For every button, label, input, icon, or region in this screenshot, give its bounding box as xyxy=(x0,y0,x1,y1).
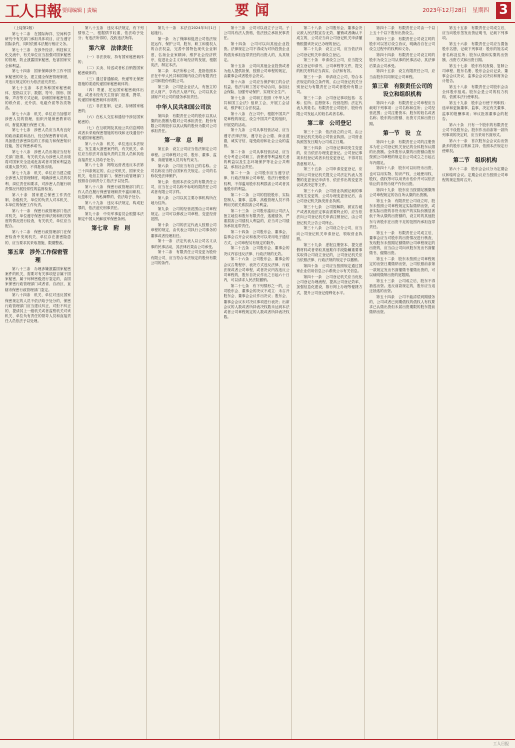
article-paragraph: 第二十三条 公司股东滥用公司法人独立地位和股东有限责任，逃避债务，严重损害公司债权人利益的，应当对公司债务承担连带责任。 xyxy=(223,208,290,229)
article-paragraph: 第十五条 公司向其他企业投资或者为他人提供担保，按照公司章程的规定，由董事会或者股东会决议。 xyxy=(223,63,290,79)
article-paragraph: 第八条 公司以其主要办事机构所在地为住所。 xyxy=(150,196,217,206)
footer-text: 工人日报 xyxy=(493,741,509,746)
article-paragraph: 第五十六条 有限责任公司应当置备股东名册，记载下列事项：股东的姓名或者名称及住所；股东认缴和实缴的出资额、出资方式和出资日期。 xyxy=(442,42,509,62)
article-paragraph: 第九十条 中央军事委员会根据本法制定中国人民解放军保密条例。 xyxy=(77,212,144,222)
article-paragraph: 第七十五条 本法所称国家秘密载体，是指以文字、数据、符号、图形、图像、声音等方式记载、存储国家秘密信息的纸介质、光介质、电磁介质等各类物品。 xyxy=(5,85,71,111)
article-paragraph: （七）在互联网及其他公共信息网络或者未采取保密措施的有线和无线通信中传递国家秘密的； xyxy=(77,125,144,141)
article-paragraph: 第七十九条 机关、单位应当建立健全涉密人员管理制度，明确涉密人员的权利、岗位责任和要求，对涉密人员履行职责情况开展经常性的监督检查。 xyxy=(5,171,71,191)
article-paragraph: 第六十条 只有一个股东的有限责任公司不设股东会。股东作出前条第一款所列事项的决定时，应当采用书面形式。 xyxy=(442,122,509,138)
article-paragraph: 第四十八条 股东可以用货币出资，也可以用实物、知识产权、土地使用权、股权、债权等可以用货币估价并可以依法转让的非货币财产作价出资。 xyxy=(369,166,436,187)
article-heading: 第一节 设 立 xyxy=(382,130,422,137)
article-columns xyxy=(5,26,510,740)
article-paragraph: 第八十条 国家建立保密工作责任制，各级机关、单位的负责人对本机关、本单位的保密工作负责。 xyxy=(5,192,71,208)
article-heading: 第六章 法律责任 xyxy=(88,45,133,52)
article-paragraph: 第四十七条 有限责任公司的注册资本为在公司登记机关登记的全体股东认缴的出资额。全体股东认缴的出资额由股东按照公司章程的规定自公司成立之日起五年内缴足。 xyxy=(369,139,436,165)
article-paragraph: 第十九条 公司从事经营活动，应当遵守法律法规，遵守社会公德、商业道德，诚实守信，接受政府和社会公众的监督。 xyxy=(223,128,290,149)
article-heading: 第三章 有限责任公司的设立和组织机构 xyxy=(371,83,433,98)
text-column xyxy=(224,26,293,740)
article-paragraph: 第二十一条 公司股东应当遵守法律、行政法规和公司章程，依法行使股东权利，不得滥用股东权利损害公司或者其他股东的利益。 xyxy=(223,171,290,191)
article-paragraph: 第四十条 公司应当按照规定通过国家企业信用信息公示系统公示有关信息。 xyxy=(296,264,363,274)
article-heading: 第五章 涉外工作保密管理 xyxy=(7,249,69,264)
article-paragraph: 第三十九条 虚报注册资本、提交虚假材料或者采取其他欺诈手段隐瞒重要事实取得公司设立登记的，公司登记机关应当依照法律、行政法规的规定予以撤销。 xyxy=(296,242,363,263)
article-paragraph: 第二十四条 公司股东会、董事会、监事会召开会议和表决可以采用电子通信方式，公司章程另有规定的除外。 xyxy=(223,230,290,245)
article-heading: 中华人民共和国公司法 xyxy=(156,104,212,111)
article-paragraph: 第十四条 公司可以向其他企业投资。法律规定公司不得成为对所投资企业的债务承担连带责任的出资人的，从其规定。 xyxy=(223,42,290,62)
text-column xyxy=(151,26,220,740)
dateline: 2023年12月28日 星期四 xyxy=(422,8,489,14)
article-paragraph: 第三十五条 公司申请变更登记，应当向公司登记机关提交公司法定代表人签署的变更登记申请书、依法作出的变更决议或者决定等文件。 xyxy=(296,167,363,188)
article-paragraph: 第八十五条 违反本法规定，有下列情形之一，根据情节轻重，依法给予处分；有违法所得的，没收违法所得。 xyxy=(77,26,144,41)
article-paragraph: 第三十三条 依法设立的公司，由公司登记机关发给公司营业执照。公司营业执照签发日期为公司成立日期。 xyxy=(296,129,363,145)
article-paragraph: 第二十七条 有下列情形之一的，公司股东会、董事会的决议不成立：未召开股东会、董事会会议作出决议；股东会、董事会会议未对决议事项进行表决；出席会议的人数或者所持表决权数未达到本法或者公司章程规定的人数或者所持表决权数。 xyxy=(223,284,290,320)
article-paragraph: 第四十六条 有限责任公司章程应当载明下列事项：公司名称和住所；公司经营范围；公司注册资本；股东的姓名或者名称；股东的出资额、出资方式和出资日期。 xyxy=(369,100,436,126)
article-paragraph: 第十八条 在公司中，根据中国共产党章程的规定，设立中国共产党的组织，开展党的活动。 xyxy=(223,112,290,127)
section-title: 要闻 xyxy=(235,3,275,19)
text-column xyxy=(442,26,510,740)
article-paragraph: 第八十九条 违反本法规定，构成犯罪的，依法追究刑事责任。 xyxy=(77,201,144,211)
article-paragraph: 第八十四条 机关、单位对违反国家保密规定的人员不依法给予处分的，保密行政管理部门应当建议纠正，对拒不纠正的，提请其上一级机关或者监察机关对该机关、单位负有责任的领导人员和直接责任人员依法予以处理。 xyxy=(5,293,71,324)
masthead xyxy=(0,0,515,23)
editor-credit: 要闻编辑 | 责编 xyxy=(62,8,97,14)
article-paragraph: 第九十一条 本法自2024年5月1日起施行。 xyxy=(150,26,217,36)
article-heading: 第一章 总 则 xyxy=(164,138,203,145)
article-paragraph: 第八十三条 办理涉嫌泄露国家秘密案件的机关，需要对有关事项是否属于国家秘密、属于何种密级进行鉴定的，由国家保密行政管理部门或者省、自治区、直辖市保密行政管理部门鉴定。 xyxy=(5,266,71,292)
article-paragraph: 第五十三条 公司成立后，股东不得抽逃出资。违反前款规定的，股东应当返还抽逃的出资。 xyxy=(369,278,436,294)
article-paragraph: 第四十一条 公司登记机关应当优化公司登记办理流程，提高公司登记效率，加强信息化建设，推行网上办理等便捷方式，提升公司登记便利化水平。 xyxy=(296,275,363,295)
article-paragraph: 第三十一条 申请设立公司，符合本法规定的设立条件的，由公司登记机关分别登记为有限责任公司或者股份有限公司。 xyxy=(296,74,363,95)
article-paragraph: 第二十条 公司从事经营活动，应当充分考虑公司职工、消费者等利益相关者的利益以及生态环境保护等社会公共利益，承担社会责任。 xyxy=(223,149,290,170)
article-paragraph: 第七十四条 国家保障涉外工作中国家秘密的安全，建立健全保密管理制度，对违反规定的行为依法追究责任。 xyxy=(5,69,71,84)
article-paragraph: 第七条 依照本法设立的有限责任公司，应当在公司名称中标明有限责任公司或者有限公司字样。 xyxy=(150,179,217,195)
article-paragraph: 第七十三条 在涉外经济、科技和文化交流中，有关单位应当加强对国家秘密的管理，防止泄露国家秘密，危害国家安全和利益。 xyxy=(5,48,71,68)
article-paragraph: 第八十二条 保密行政管理部门在保密检查中发现机关、单位存在泄密隐患的，应当要求其采取措施，限期整改。 xyxy=(5,230,71,245)
article-paragraph: 第二十六条 公司股东会、董事会的会议召集程序、表决方式违反法律、行政法规或者公司章程，或者决议内容违反公司章程的，股东自决议作出之日起六十日内，可以请求人民法院撤销。 xyxy=(223,257,290,283)
article-paragraph: （上接第2版） xyxy=(12,26,36,30)
article-paragraph: 第三十七条 公司因解散、被宣告破产或者其他法定事由需要终止的，应当依法向公司登记机关申请注销登记，由公司登记机关公告公司终止。 xyxy=(296,205,363,225)
newspaper-logo: 工人日報 xyxy=(5,2,62,20)
article-paragraph: 第四十五条 设立有限责任公司，应当由股东共同制定公司章程。 xyxy=(369,69,436,79)
article-heading: 第二章 公司登记 xyxy=(307,120,352,127)
article-paragraph: 第五十五条 有限责任公司成立后，应当向股东签发出资证明书，记载下列事项。 xyxy=(442,26,509,41)
article-paragraph: 第三条 公司是企业法人，有独立的法人财产，享有法人财产权。公司以其全部财产对公司的债务承担责任。 xyxy=(150,85,217,100)
article-paragraph: 第十条 公司的法定代表人按照公司章程的规定，由代表公司执行公司事务的董事或者经理担任。 xyxy=(150,223,217,238)
article-paragraph: 第六条 公司应当有自己的名称。公司名称应当符合国家有关规定。公司的名称权受法律保护。 xyxy=(150,163,217,179)
article-paragraph: 第八十一条 保密行政管理部门依法对机关、单位遵守保密法律法规和相关制度的情况进行检查，有关机关、单位应当配合。 xyxy=(5,208,71,229)
article-paragraph: 第三十四条 公司登记事项发生变更的，应当依法办理变更登记。公司登记事项未经登记或者未经变更登记，不得对抗善意相对人。 xyxy=(296,146,363,166)
article-paragraph: 第四十四条 有限责任公司设立时的股东为设立公司从事的民事活动，其法律后果由公司承受。 xyxy=(369,53,436,68)
text-column xyxy=(369,26,438,740)
article-paragraph: 第五条 设立公司应当依法制定公司章程。公司章程对公司、股东、董事、监事、高级管理人员具有约束力。 xyxy=(150,147,217,162)
article-paragraph: （三）通过普通邮政、快递等无保密措施的渠道传递国家秘密载体的； xyxy=(77,76,144,86)
text-column xyxy=(296,26,365,740)
article-paragraph: （四）寄递、托运国家秘密载体出境，或者未经有关主管部门批准，携带、传递国家秘密载体出境的； xyxy=(77,87,144,103)
article-paragraph: 第三十条 申请设立公司，应当提交设立登记申请书、公司章程等文件，提交的相关材料应当真实、合法和有效。 xyxy=(296,58,363,73)
article-paragraph: 第五十四条 公司不能清偿到期债务的，公司或者已到期债权的债权人有权要求已认缴出资但未届出资期限的股东提前缴纳出资。 xyxy=(369,294,436,315)
article-paragraph: 第四十二条 有限责任公司由一个以上五十个以下股东出资设立。 xyxy=(369,26,436,36)
article-paragraph: 第七十八条 涉密人员出境应当经有关部门批准，有关机关认为涉密人员出境将对国家安全造成危害或者对国家利益造成重大损失的，不得批准出境。 xyxy=(5,149,71,170)
article-paragraph: 第十六条 公司应当保护职工的合法权益，依法与职工签订劳动合同，参加社会保险，加强劳动保护，实现安全生产。 xyxy=(223,79,290,95)
article-paragraph: 第十三条 公司可以设立子公司。子公司具有法人资格，依法独立承担民事责任。 xyxy=(223,26,290,41)
article-paragraph: 第四条 有限责任公司的股东以其认缴的出资额为限对公司承担责任；股份有限公司的股东以其认购的股份为限对公司承担责任。 xyxy=(150,113,217,134)
article-paragraph: 第六十一条 首次股东会会议由出资最多的股东召集和主持，依照本法规定行使职权。 xyxy=(442,138,509,154)
article-paragraph: 第八十六条 机关、单位违反本法规定，发生重大泄密案件的，有关机关、单位应当依法对直接负责的主管人员和其他直接责任人员给予处分。 xyxy=(77,142,144,162)
article-paragraph: 第五十一条 有限责任公司成立后，董事会应当对股东的出资情况进行核查，发现股东未按期足额缴纳公司章程规定的出资的，应当由公司向该股东发出书面催缴书，催缴出资。 xyxy=(369,230,436,256)
article-paragraph: 第七十七条 涉密人员应当具有良好的政治素质和品行，经过保密教育培训，具备胜任涉密岗位的工作能力和保密知识技能，签订保密承诺书。 xyxy=(5,128,71,149)
article-paragraph: 第二十五条 公司股东会、董事会的决议内容违反法律、行政法规的无效。 xyxy=(223,246,290,256)
page-footer xyxy=(0,739,515,748)
article-paragraph: 第九条 公司的经营范围由公司章程规定。公司可以修改公司章程，变更经营范围。 xyxy=(150,207,217,222)
article-paragraph: （二）买卖、转送或者私自销毁国家秘密载体的； xyxy=(77,65,144,75)
article-paragraph: 第五十条 有限责任公司设立时，股东未按照公司章程规定实际缴纳出资，或者实际出资的非货币财产的实际价额显著低于所认缴的出资额的，设立时的其他股东与该股东在出资不足的范围内承担连带责任。 xyxy=(369,198,436,229)
article-paragraph: 第十一条 法定代表人以公司名义从事的民事活动，其法律后果由公司承受。 xyxy=(150,239,217,249)
article-paragraph: 第四十九条 股东应当按期足额缴纳公司章程规定的各自所认缴的出资额。 xyxy=(369,187,436,198)
article-paragraph: 第六十二条 股东会会议分为定期会议和临时会议。定期会议应当按照公司章程的规定按时召开。 xyxy=(442,167,509,182)
article-paragraph: 第三十二条 公司登记事项包括：名称；住所；注册资本；经营范围；法定代表人的姓名；有限责任公司股东、股份有限公司发起人的姓名或者名称。 xyxy=(296,96,363,116)
article-paragraph: 第五十七条 股东有权查阅、复制公司章程、股东名册、股东会会议记录、董事会会议决议、监事会会议决议和财务会计报告。 xyxy=(442,63,509,84)
article-paragraph: 第十七条 公司职工依照《中华人民共和国工会法》组织工会，开展工会活动，维护职工合法权益。 xyxy=(223,96,290,111)
article-heading: 第七章 附 则 xyxy=(91,226,131,233)
article-paragraph: 第二十二条 公司的控股股东、实际控制人、董事、监事、高级管理人员不得利用关联关系损害公司利益。 xyxy=(223,192,290,208)
article-paragraph: 第一条 为了保障和促进公司依法规范运作，保护公司、股东、职工和债权人的合法权益，完善中国特色现代企业制度，弘扬企业家精神，维护社会经济秩序，促进社会主义市场经济的发展，根据宪法，制定本法。 xyxy=(150,37,217,68)
article-paragraph: 第二条 本法所称公司，是指依照本法在中华人民共和国境内设立的有限责任公司和股份有限公司。 xyxy=(150,68,217,84)
article-paragraph: 第七十六条 机关、单位应当加强对涉密人员的管理，组织开展保密教育培训，督促其履行保密义务。 xyxy=(5,112,71,127)
article-paragraph: 第三十八条 公司设立分公司，应当向公司登记机关申请登记，领取营业执照。 xyxy=(296,226,363,241)
article-heading: 第二节 组织机构 xyxy=(453,158,498,165)
article-paragraph: 第四十三条 有限责任公司设立时的股东可以签订设立协议，明确各自在公司设立过程中的权利和义务。 xyxy=(369,37,436,52)
article-paragraph: 第二十八条 公司股东会、董事会决议被人民法院宣告无效、撤销或者确认不成立的，公司应当向公司登记机关申请撤销根据该决议已办理的登记。 xyxy=(296,26,363,46)
article-paragraph: 第八十七条 网络运营者违反本法第三十四条规定的，由公安机关、国家安全机关、电信主管部门、保密行政管理部门按照各自职责分工依法予以处罚。 xyxy=(77,163,144,184)
article-paragraph: 第三十六条 公司营业执照记载的事项发生变更的，公司办理变更登记后，由公司登记机关换发营业执照。 xyxy=(296,188,363,204)
article-paragraph: （五）非法复制、记录、存储国家秘密的； xyxy=(77,103,144,114)
article-paragraph: 第五十九条 股东会行使下列职权：选举和更换董事、监事，决定有关董事、监事的报酬事项；审议批准董事会的报告。 xyxy=(442,101,509,121)
article-paragraph: （一）非法获取、持有国家秘密载体的； xyxy=(77,54,144,64)
article-paragraph: 第五十八条 有限责任公司股东会由全体股东组成。股东会是公司的权力机构，依照本法行使职权。 xyxy=(442,85,509,100)
article-paragraph: 第十二条 有限责任公司变更为股份有限公司，应当符合本法规定的股份有限公司的条件。 xyxy=(150,250,217,265)
article-paragraph: 第二十九条 设立公司，应当依法向公司登记机关申请设立登记。 xyxy=(296,47,363,57)
text-column xyxy=(78,26,147,740)
article-paragraph: （六）在私人交往和通信中涉及国家秘密的； xyxy=(77,114,144,125)
article-paragraph: 第八十八条 保密行政管理部门的工作人员在履行保密管理职责中滥用职权、玩忽职守、徇私舞弊的，依法给予处分。 xyxy=(77,184,144,200)
page-number: 3 xyxy=(496,2,511,19)
article-paragraph: 第七十二条 在国际海洋、空间科学研究中有关部门承担具体项目，应当遵守国际条约，同时依照本法履行相应义务。 xyxy=(5,31,71,47)
article-paragraph: 第五十二条 股东未按照公司章程规定的出资日期缴纳出资，公司依照前条第一款规定发出书面催缴书催缴出资的，可以载明缴纳出资的宽限期。 xyxy=(369,257,436,277)
text-column xyxy=(5,26,74,740)
